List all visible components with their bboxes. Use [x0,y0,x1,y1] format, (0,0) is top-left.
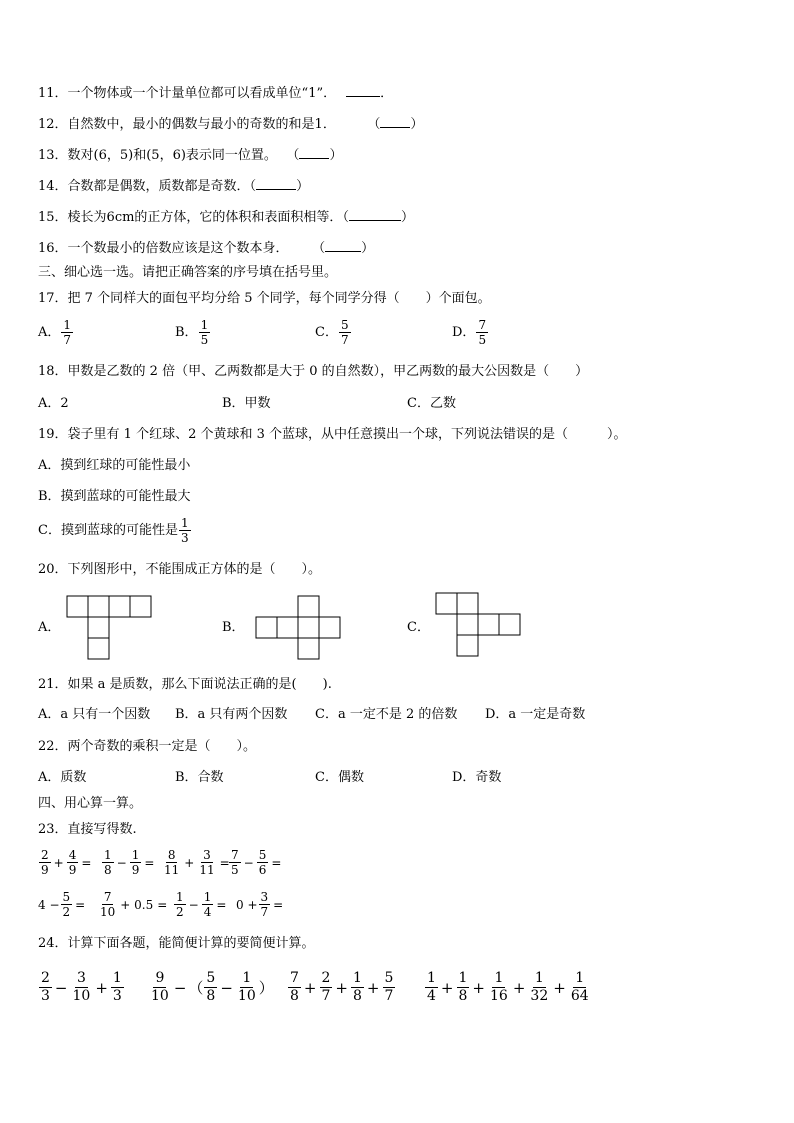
q24-expression-2[interactable] [148,970,274,1005]
q23-item-6[interactable] [97,890,169,919]
fraction: $\frac{1}{10}$ [237,970,256,1004]
q17-option-d[interactable] [452,318,489,347]
q21-option-b[interactable]: B．a 只有两个因数 [175,707,288,722]
question-11 [38,84,393,102]
q13-number: 13． [38,148,68,163]
operator: − [220,978,233,997]
fraction: $\frac{5}{7}$ [384,970,394,1004]
q14-number: 14． [38,179,68,194]
operator: − [54,978,68,997]
q17-option-b-label: B． [175,324,198,340]
q23-item-3[interactable] [161,848,232,877]
equals: = [271,855,282,870]
q18-option-c[interactable]: C．乙数 [407,396,456,411]
q11-blank[interactable] [346,84,380,97]
fraction: $\frac{9}{10}$ [151,970,169,1004]
q22-option-c[interactable]: C．偶数 [315,770,364,785]
q16-blank[interactable] [325,239,361,252]
q23-item-5[interactable] [38,890,87,919]
q20-net-b [255,595,343,661]
q18-option-b[interactable]: B．甲数 [222,396,271,411]
q17-option-b[interactable] [175,318,211,347]
operator: − [173,978,187,997]
q17-option-c-fraction: $\frac{5}{7}$ [340,318,349,347]
q12-text: 自然数中，最小的偶数与最小的奇数的和是1． [67,117,336,132]
fraction: $\frac{5}{6}$ [258,848,267,877]
equals: = [75,897,86,912]
fraction: $\frac{1}{4}$ [427,970,436,1004]
equals: = [157,897,168,912]
q18-option-a[interactable]: A．2 [38,396,69,411]
question-12 [38,115,423,133]
q13-paren-open: （ [292,148,300,163]
q12-number: 12． [38,117,68,132]
fraction: $\frac{1}{4}$ [203,890,212,919]
q20-net-a [66,595,154,661]
fraction: $\frac{1}{8}$ [353,970,362,1004]
q20-option-c[interactable]: C． [407,620,430,635]
fraction: $\frac{2}{7}$ [321,970,331,1004]
fraction: $\frac{3}{10}$ [72,970,91,1004]
q12-paren-close: ） [410,117,424,132]
q17-option-d-fraction: $\frac{7}{5}$ [478,318,487,347]
question-21-stem: 21．如果 a 是质数，那么下面说法正确的是( ). [38,677,332,692]
operator: + [335,978,348,997]
q22-option-d[interactable]: D．奇数 [452,770,502,785]
fraction: $\frac{7}{10}$ [100,890,116,919]
term: 4 − [38,897,60,912]
q16-number: 16． [38,241,68,256]
fraction: $\frac{1}{2}$ [176,890,184,919]
operator: + [472,978,485,997]
question-22-stem: 22．两个奇数的乘积一定是（ ）。 [38,739,257,754]
equals: = [219,855,230,870]
operator: − [116,855,127,870]
q23-item-7[interactable] [173,890,228,919]
operator: + [366,978,380,997]
q17-option-a[interactable] [38,318,74,347]
q17-option-b-fraction: $\frac{1}{5}$ [200,318,209,347]
q19-option-c-fraction: $\frac{1}{3}$ [180,516,189,545]
operator: − [188,897,199,912]
q17-option-a-fraction: $\frac{1}{7}$ [63,318,72,347]
q17-option-a-label: A． [38,324,61,340]
fraction: $\frac{1}{8}$ [104,848,112,877]
question-17-stem: 17．把 7 个同样大的面包平均分给 5 个同学，每个同学分得（ ）个面包。 [38,291,491,306]
fraction: $\frac{5}{2}$ [62,890,71,919]
q21-option-c[interactable]: C．a 一定不是 2 的倍数 [315,707,458,722]
question-24-stem: 24．计算下面各题，能简便计算的要简便计算。 [38,936,315,951]
q23-item-2[interactable] [101,848,156,877]
operator: + [553,978,566,997]
equals: = [81,855,92,870]
operator: + [440,978,454,997]
operator: + [184,855,195,870]
q11-number: 11． [38,86,68,101]
q22-option-b[interactable]: B．合数 [175,770,224,785]
equals: = [273,897,284,912]
term: + 0.5 [120,897,154,912]
operator: + [512,978,526,997]
q24-expression-4[interactable] [424,970,592,1005]
fraction: $\frac{7}{8}$ [290,970,299,1004]
q15-blank[interactable] [349,208,401,221]
q20-option-b[interactable]: B． [222,620,245,635]
fraction: $\frac{1}{16}$ [490,970,508,1004]
q23-item-1[interactable] [38,848,93,877]
fraction: $\frac{5}{8}$ [206,970,216,1004]
q14-blank[interactable] [256,177,296,190]
q19-option-a[interactable]: A．摸到红球的可能性最小 [38,458,191,473]
question-18-stem: 18．甲数是乙数的 2 倍（甲、乙两数都是大于 0 的自然数），甲乙两数的最大公因数是（ ） [38,364,589,379]
q20-net-c [435,592,523,660]
q20-option-a[interactable]: A． [38,620,61,635]
fraction: $\frac{2}{9}$ [41,848,49,877]
q19-option-b[interactable]: B．摸到蓝球的可能性最大 [38,489,191,504]
q23-item-8[interactable] [236,890,285,919]
fraction: $\frac{1}{3}$ [112,970,122,1004]
q14-paren-open: （ [249,179,257,194]
q12-blank[interactable] [380,115,410,128]
q15-number: 15． [38,210,68,225]
question-19-stem: 19．袋子里有 1 个红球、2 个黄球和 3 个蓝球，从中任意摸出一个球，下列说法错误的是（ ）。 [38,427,627,442]
operator: + [95,978,108,997]
q15-text: 棱长为6cm的正方体，它的体积和表面积相等． [67,210,343,225]
term: 0 + [236,897,258,912]
question-23-stem: 23．直接写得数. [38,822,137,837]
q11-tail: ． [380,86,394,101]
q11-text: 一个物体或一个计量单位都可以看成单位“1”． [67,86,337,101]
equals: = [216,897,227,912]
q23-item-4[interactable] [228,848,283,877]
operator: + [53,855,64,870]
section-4-heading: 四、用心算一算。 [38,796,143,811]
q24-expression-3[interactable] [287,970,396,1005]
q17-option-c[interactable] [315,318,352,347]
q19-option-c[interactable] [38,516,192,545]
q15-paren-open: （ [342,210,349,225]
q24-expression-1[interactable] [38,970,125,1005]
fraction: $\frac{1}{32}$ [530,970,549,1004]
question-20-stem: 20．下列图形中，不能围成正方体的是（ ）。 [38,562,322,577]
equals: = [144,855,155,870]
fraction: $\frac{7}{5}$ [231,848,239,877]
q13-paren-close: ） [329,148,343,163]
q17-option-c-label: C． [315,324,338,340]
q13-blank[interactable] [299,146,329,159]
q21-option-d[interactable]: D．a 一定是奇数 [485,707,586,722]
q13-text: 数对(6，5)和(5，6)表示同一位置。 [67,148,277,163]
question-15 [38,208,414,226]
q16-paren-open: （ [318,241,326,256]
fraction: $\frac{1}{8}$ [458,970,468,1004]
q16-paren-close: ） [361,241,375,256]
left-paren: （ [188,979,204,997]
fraction: $\frac{3}{11}$ [199,848,215,877]
section-3-heading: 三、细心选一选。请把正确答案的序号填在括号里。 [38,265,338,280]
fraction: $\frac{1}{9}$ [131,848,140,877]
q12-paren-open: （ [373,117,381,132]
q19-option-c-text: C．摸到蓝球的可能性是 [38,522,178,538]
q21-option-a[interactable]: A．a 只有一个因数 [38,707,151,722]
q16-text: 一个数最小的倍数应该是这个数本身． [67,241,289,256]
q22-option-a[interactable]: A．质数 [38,770,87,785]
operator: − [243,855,254,870]
q17-option-d-label: D． [452,324,476,340]
q14-text: 合数都是偶数，质数都是奇数． [67,179,250,194]
question-16 [38,239,374,257]
question-14 [38,177,309,195]
q14-paren-close: ） [296,179,310,194]
fraction: $\frac{3}{7}$ [260,890,269,919]
question-13 [38,146,342,164]
fraction: $\frac{1}{64}$ [570,970,589,1004]
fraction: $\frac{4}{9}$ [68,848,77,877]
fraction: $\frac{2}{3}$ [41,970,50,1004]
fraction: $\frac{8}{11}$ [164,848,180,877]
operator: + [303,978,317,997]
right-paren: ） [258,979,274,997]
q15-paren-close: ） [400,210,414,225]
